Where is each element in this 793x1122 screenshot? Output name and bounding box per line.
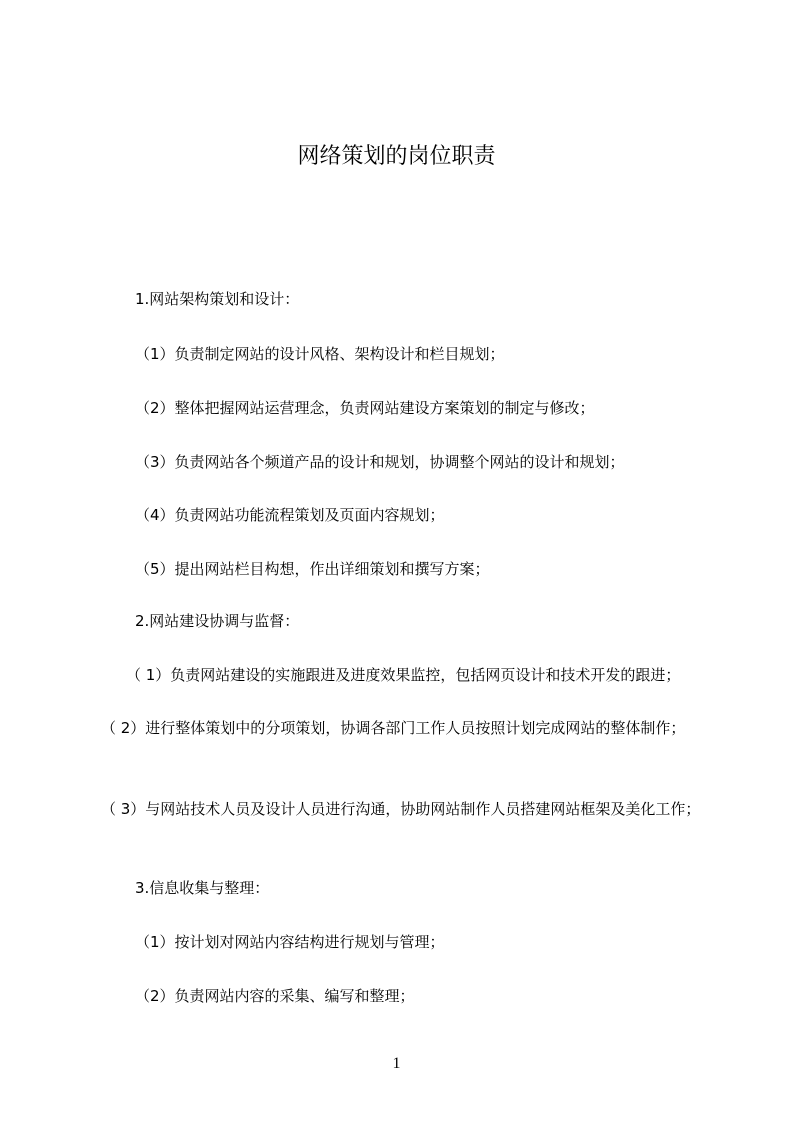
list-item: （1）负责制定网站的设计风格、架构设计和栏目规划； — [135, 345, 505, 363]
page-number: 1 — [392, 1055, 401, 1072]
list-item: （ 2）进行整体策划中的分项策划，协调各部门工作人员按照计划完成网站的整体制作； — [101, 719, 686, 737]
list-item: （2）负责网站内容的采集、编写和整理； — [135, 987, 415, 1005]
list-item: （4）负责网站功能流程策划及页面内容规划； — [135, 506, 445, 524]
list-item: （ 1）负责网站建设的实施跟进及进度效果监控，包括网页设计和技术开发的跟进； — [126, 666, 681, 684]
section-heading: 1.网站架构策划和设计： — [135, 290, 300, 308]
section-heading: 2.网站建设协调与监督： — [135, 612, 300, 630]
list-item: （5）提出网站栏目构想，作出详细策划和撰写方案； — [135, 560, 490, 578]
list-item: （1）按计划对网站内容结构进行规划与管理； — [135, 933, 445, 951]
page-title: 网络策划的岗位职责 — [297, 144, 496, 169]
section-heading: 3.信息收集与整理： — [135, 879, 270, 897]
list-item: （3）负责网站各个频道产品的设计和规划，协调整个网站的设计和规划； — [135, 453, 625, 471]
list-item: （2）整体把握网站运营理念，负责网站建设方案策划的制定与修改； — [135, 399, 595, 417]
list-item: （ 3）与网站技术人员及设计人员进行沟通，协助网站制作人员搭建网站框架及美化工作； — [101, 800, 701, 818]
